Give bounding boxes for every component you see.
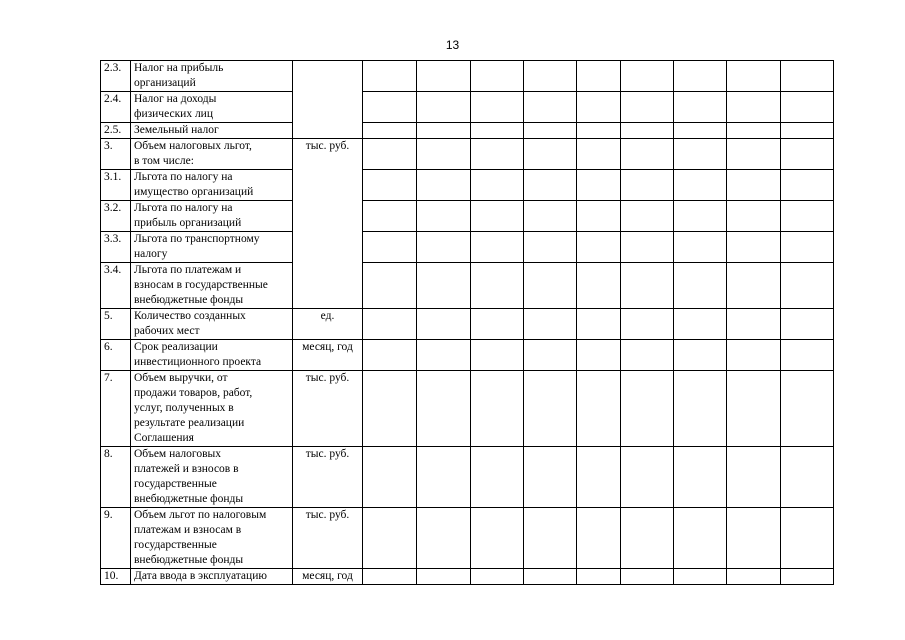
indicator-name [131,92,293,123]
value-cell [727,232,781,263]
value-cell [524,371,577,447]
indicator-name [131,201,293,232]
indicator-name-line: продажи товаров, работ, [134,387,253,399]
value-cell [524,170,577,201]
row-number: 2.3. [101,61,131,92]
value-cell [524,340,577,371]
value-cell [621,123,674,139]
value-cell [781,170,834,201]
indicator-name-line: прибыль организаций [134,217,242,229]
indicator-name-line: Объем выручки, от [134,372,228,384]
value-cell [674,139,727,170]
indicator-name-line: внебюджетные фонды [134,493,244,505]
value-cell [674,92,727,123]
value-cell [363,340,417,371]
value-cell [471,340,524,371]
indicator-name-line: Льгота по транспортному [134,233,260,245]
table-row [101,569,834,585]
value-cell [577,201,621,232]
value-cell [781,371,834,447]
indicator-name [131,447,293,508]
table-row [101,508,834,569]
value-cell [577,123,621,139]
value-cell [577,61,621,92]
indicator-name [131,139,293,170]
value-cell [621,371,674,447]
indicators-table [100,60,834,585]
value-cell [621,201,674,232]
value-cell [524,61,577,92]
value-cell [674,232,727,263]
value-cell [674,123,727,139]
page-number: 13 [445,38,460,52]
indicator-name-line: Дата ввода в эксплуатацию [134,570,267,582]
value-cell [363,123,417,139]
value-cell [621,340,674,371]
value-cell [363,447,417,508]
unit-cell: тыс. руб. [293,447,363,508]
table-row [101,232,834,263]
value-cell [524,92,577,123]
value-cell [417,139,471,170]
value-cell [727,508,781,569]
indicator-name-line: Объем льгот по налоговым [134,509,267,521]
value-cell [524,569,577,585]
value-cell [621,447,674,508]
value-cell [674,447,727,508]
value-cell [363,263,417,309]
indicator-name [131,232,293,263]
value-cell [363,139,417,170]
indicator-name-line: государственные [134,539,217,551]
value-cell [577,139,621,170]
unit-cell [293,61,363,139]
row-number: 3. [101,139,131,170]
indicator-name-line: рабочих мест [134,325,200,337]
value-cell [577,569,621,585]
value-cell [471,201,524,232]
indicator-name-line: в том числе: [134,155,194,167]
value-cell [471,92,524,123]
value-cell [781,569,834,585]
value-cell [471,508,524,569]
value-cell [577,371,621,447]
table-row [101,92,834,123]
table-row [101,340,834,371]
indicator-name-line: внебюджетные фонды [134,554,244,566]
indicator-name-line: платежей и взносов в [134,463,239,475]
value-cell [674,263,727,309]
indicator-name [131,508,293,569]
table-row [101,139,834,170]
value-cell [471,139,524,170]
unit-cell: тыс. руб. [293,371,363,447]
value-cell [727,201,781,232]
value-cell [524,123,577,139]
value-cell [621,569,674,585]
table-row [101,263,834,309]
value-cell [471,61,524,92]
value-cell [524,309,577,340]
value-cell [621,263,674,309]
value-cell [727,263,781,309]
value-cell [727,139,781,170]
value-cell [417,232,471,263]
value-cell [727,309,781,340]
indicator-name [131,61,293,92]
table-row [101,309,834,340]
value-cell [781,232,834,263]
indicator-name-line: услуг, полученных в [134,402,234,414]
value-cell [674,61,727,92]
value-cell [577,92,621,123]
indicator-name-line: взносам в государственные [134,279,268,291]
unit-cell: месяц, год [293,569,363,585]
value-cell [363,508,417,569]
value-cell [674,569,727,585]
indicator-name-line: Объем налоговых [134,448,222,460]
value-cell [524,139,577,170]
value-cell [577,263,621,309]
unit-cell: тыс. руб. [293,508,363,569]
value-cell [577,447,621,508]
value-cell [781,61,834,92]
indicator-name-line: Льгота по платежам и [134,264,242,276]
indicator-name-line: Количество созданных [134,310,246,322]
table-row [101,201,834,232]
value-cell [781,92,834,123]
value-cell [417,123,471,139]
value-cell [621,508,674,569]
value-cell [727,170,781,201]
table-row [101,123,834,139]
row-number: 3.1. [101,170,131,201]
value-cell [363,232,417,263]
value-cell [577,170,621,201]
value-cell [781,340,834,371]
indicator-name-line: государственные [134,478,217,490]
value-cell [363,569,417,585]
value-cell [524,263,577,309]
value-cell [727,92,781,123]
row-number: 5. [101,309,131,340]
row-number: 2.4. [101,92,131,123]
indicator-name-line: Налог на доходы [134,93,217,105]
row-number: 8. [101,447,131,508]
value-cell [363,61,417,92]
value-cell [621,170,674,201]
value-cell [363,309,417,340]
indicator-name [131,123,293,139]
value-cell [727,569,781,585]
value-cell [621,61,674,92]
indicator-name-line: налогу [134,248,168,260]
value-cell [781,123,834,139]
indicator-name-line: инвестиционного проекта [134,356,262,368]
value-cell [781,263,834,309]
value-cell [471,263,524,309]
value-cell [417,371,471,447]
value-cell [621,139,674,170]
value-cell [781,139,834,170]
row-number: 7. [101,371,131,447]
value-cell [417,309,471,340]
value-cell [471,371,524,447]
indicator-name-line: Налог на прибыль [134,62,224,74]
value-cell [727,61,781,92]
value-cell [524,447,577,508]
value-cell [621,232,674,263]
value-cell [471,569,524,585]
indicator-name-line: платежам и взносам в [134,524,242,536]
value-cell [417,263,471,309]
value-cell [417,340,471,371]
value-cell [727,447,781,508]
value-cell [524,232,577,263]
row-number: 3.4. [101,263,131,309]
value-cell [674,309,727,340]
table-row [101,447,834,508]
value-cell [471,447,524,508]
value-cell [471,123,524,139]
indicator-name-line: Срок реализации [134,341,218,353]
value-cell [363,371,417,447]
indicator-name-line: Льгота по налогу на [134,202,233,214]
indicator-name-line: организаций [134,77,196,89]
indicator-name [131,263,293,309]
unit-cell: ед. [293,309,363,340]
row-number: 2.5. [101,123,131,139]
value-cell [674,340,727,371]
table-row [101,371,834,447]
value-cell [577,508,621,569]
value-cell [417,92,471,123]
table-row [101,61,834,92]
value-cell [417,508,471,569]
row-number: 3.3. [101,232,131,263]
value-cell [577,232,621,263]
value-cell [417,61,471,92]
value-cell [781,447,834,508]
value-cell [674,371,727,447]
indicator-name-line: внебюджетные фонды [134,294,244,306]
value-cell [781,508,834,569]
indicator-name-line: физических лиц [134,108,213,120]
value-cell [363,170,417,201]
indicator-name [131,309,293,340]
value-cell [621,309,674,340]
value-cell [727,123,781,139]
value-cell [417,569,471,585]
row-number: 3.2. [101,201,131,232]
value-cell [781,201,834,232]
indicator-name [131,340,293,371]
row-number: 10. [101,569,131,585]
value-cell [674,201,727,232]
table-row [101,170,834,201]
value-cell [577,309,621,340]
indicator-name-line: Льгота по налогу на [134,171,233,183]
value-cell [781,309,834,340]
indicator-name [131,170,293,201]
value-cell [471,232,524,263]
row-number: 9. [101,508,131,569]
indicator-name [131,569,293,585]
unit-cell: тыс. руб. [293,139,363,309]
unit-cell: месяц, год [293,340,363,371]
indicator-name-line: Объем налоговых льгот, [134,140,252,152]
value-cell [621,92,674,123]
indicator-name-line: имущество организаций [134,186,254,198]
value-cell [417,170,471,201]
value-cell [417,201,471,232]
value-cell [727,340,781,371]
value-cell [363,201,417,232]
value-cell [471,170,524,201]
value-cell [524,201,577,232]
indicator-name-line: Земельный налог [134,124,219,136]
row-number: 6. [101,340,131,371]
value-cell [674,170,727,201]
value-cell [727,371,781,447]
value-cell [471,309,524,340]
value-cell [674,508,727,569]
value-cell [363,92,417,123]
value-cell [417,447,471,508]
value-cell [524,508,577,569]
value-cell [577,340,621,371]
indicator-name-line: Соглашения [134,432,194,444]
indicator-name [131,371,293,447]
indicator-name-line: результате реализации [134,417,245,429]
table-body [101,61,834,585]
